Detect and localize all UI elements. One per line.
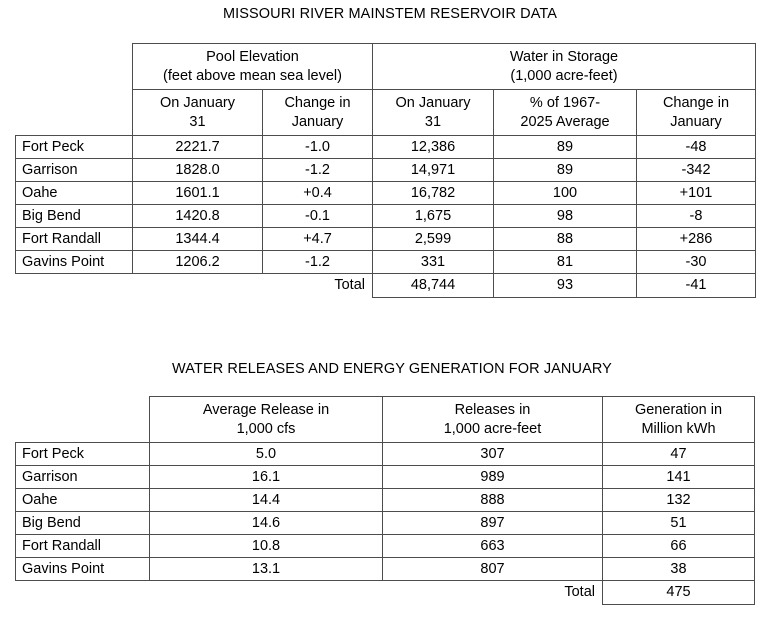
cell-storage-change: -8 [637,205,756,228]
cell-average-release: 10.8 [150,535,383,558]
total-generation: 475 [603,581,755,605]
row-label: Fort Randall [16,535,150,558]
cell-percent-average: 89 [494,136,637,159]
table-row [16,489,755,512]
cell-elevation: 2221.7 [133,136,263,159]
cell-average-release: 5.0 [150,443,383,466]
releases-total-row [16,581,755,605]
reservoir-total-row [16,274,756,298]
reservoir-group-header-row [16,44,756,90]
row-label: Fort Peck [16,136,133,159]
header-line1: Change in [284,94,351,111]
header-line1: Releases in [454,401,531,418]
cell-elevation-change: -1.0 [263,136,373,159]
cell-percent-average: 100 [494,182,637,205]
cell-elevation-change: +0.4 [263,182,373,205]
header-line2: 1,000 acre-feet [443,420,542,437]
cell-release: 307 [383,443,603,466]
header-line1: Average Release in [202,401,330,418]
label-column-blank-cell [16,90,133,136]
cell-storage-change: -342 [637,159,756,182]
cell-elevation-change: -0.1 [263,205,373,228]
row-label: Oahe [16,489,150,512]
corner-blank-cell [16,397,150,443]
column-header-generation [603,397,755,443]
cell-generation: 51 [603,512,755,535]
row-label: Gavins Point [16,558,150,581]
table-row [16,182,756,205]
cell-elevation: 1601.1 [133,182,263,205]
cell-release: 663 [383,535,603,558]
reservoir-table-title: MISSOURI RIVER MAINSTEM RESERVOIR DATA [222,6,558,22]
header-line2: 2025 Average [520,113,610,130]
header-line1: On January [160,94,235,111]
table-row [16,159,756,182]
header-line2: 31 [189,113,206,130]
column-header-pool-on-january-31 [133,90,263,136]
cell-elevation-change: -1.2 [263,251,373,274]
reservoir-data-table [15,43,756,298]
row-label: Fort Randall [16,228,133,251]
header-line1: % of 1967- [529,94,601,111]
cell-percent-average: 81 [494,251,637,274]
total-label: Total [334,277,365,294]
reservoir-column-header-row [16,90,756,136]
cell-storage: 12,386 [373,136,494,159]
cell-percent-average: 98 [494,205,637,228]
cell-storage-change: -30 [637,251,756,274]
row-label: Garrison [16,466,150,489]
group-header-pool-elevation-line2: (feet above mean sea level) [163,67,342,84]
group-header-water-in-storage-line1: Water in Storage [509,48,619,65]
table-row [16,466,755,489]
cell-elevation-change: +4.7 [263,228,373,251]
column-header-storage-on-january-31 [373,90,494,136]
column-header-releases [383,397,603,443]
group-header-water-in-storage-line2: (1,000 acre-feet) [510,67,618,84]
corner-blank-cell [16,44,133,90]
cell-percent-average: 88 [494,228,637,251]
header-line2: January [291,113,344,130]
row-label: Garrison [16,159,133,182]
cell-storage-change: +286 [637,228,756,251]
cell-storage: 16,782 [373,182,494,205]
group-header-pool-elevation-line1: Pool Elevation [206,48,299,65]
cell-release: 897 [383,512,603,535]
cell-elevation: 1420.8 [133,205,263,228]
cell-storage-change: +101 [637,182,756,205]
cell-generation: 132 [603,489,755,512]
table-row [16,136,756,159]
total-storage-change: -41 [637,274,756,298]
table-row [16,228,756,251]
cell-generation: 141 [603,466,755,489]
row-label: Big Bend [16,512,150,535]
table-row [16,558,755,581]
total-label: Total [564,584,595,601]
cell-storage: 1,675 [373,205,494,228]
cell-storage: 14,971 [373,159,494,182]
cell-release: 888 [383,489,603,512]
total-percent-average: 93 [494,274,637,298]
row-label: Gavins Point [16,251,133,274]
cell-storage: 2,599 [373,228,494,251]
cell-elevation: 1828.0 [133,159,263,182]
column-header-storage-change-in-january [637,90,756,136]
cell-average-release: 13.1 [150,558,383,581]
table-row [16,535,755,558]
cell-generation: 66 [603,535,755,558]
header-line2: 31 [424,113,442,130]
table-row [16,251,756,274]
cell-generation: 38 [603,558,755,581]
header-line1: Generation in [634,401,723,418]
row-label: Fort Peck [16,443,150,466]
table-row [16,512,755,535]
header-line1: Change in [662,94,730,111]
header-line2: 1,000 cfs [236,420,296,437]
row-label: Oahe [16,182,133,205]
column-header-percent-of-average [494,90,637,136]
cell-release: 989 [383,466,603,489]
row-label: Big Bend [16,205,133,228]
cell-elevation: 1344.4 [133,228,263,251]
header-line2: Million kWh [641,420,716,437]
header-line1: On January [395,94,471,111]
cell-elevation: 1206.2 [133,251,263,274]
cell-average-release: 14.4 [150,489,383,512]
cell-average-release: 16.1 [150,466,383,489]
cell-average-release: 14.6 [150,512,383,535]
cell-storage: 331 [373,251,494,274]
total-storage: 48,744 [373,274,494,298]
cell-generation: 47 [603,443,755,466]
group-header-pool-elevation [133,44,373,90]
column-header-average-release [150,397,383,443]
header-line2: January [670,113,722,130]
table-row [16,443,755,466]
group-header-water-in-storage [373,44,756,90]
cell-elevation-change: -1.2 [263,159,373,182]
releases-column-header-row [16,397,755,443]
cell-storage-change: -48 [637,136,756,159]
releases-generation-table [15,396,755,605]
cell-release: 807 [383,558,603,581]
cell-percent-average: 89 [494,159,637,182]
releases-table-title: WATER RELEASES AND ENERGY GENERATION FOR JANUARY [172,361,612,377]
table-row [16,205,756,228]
column-header-pool-change-in-january [263,90,373,136]
